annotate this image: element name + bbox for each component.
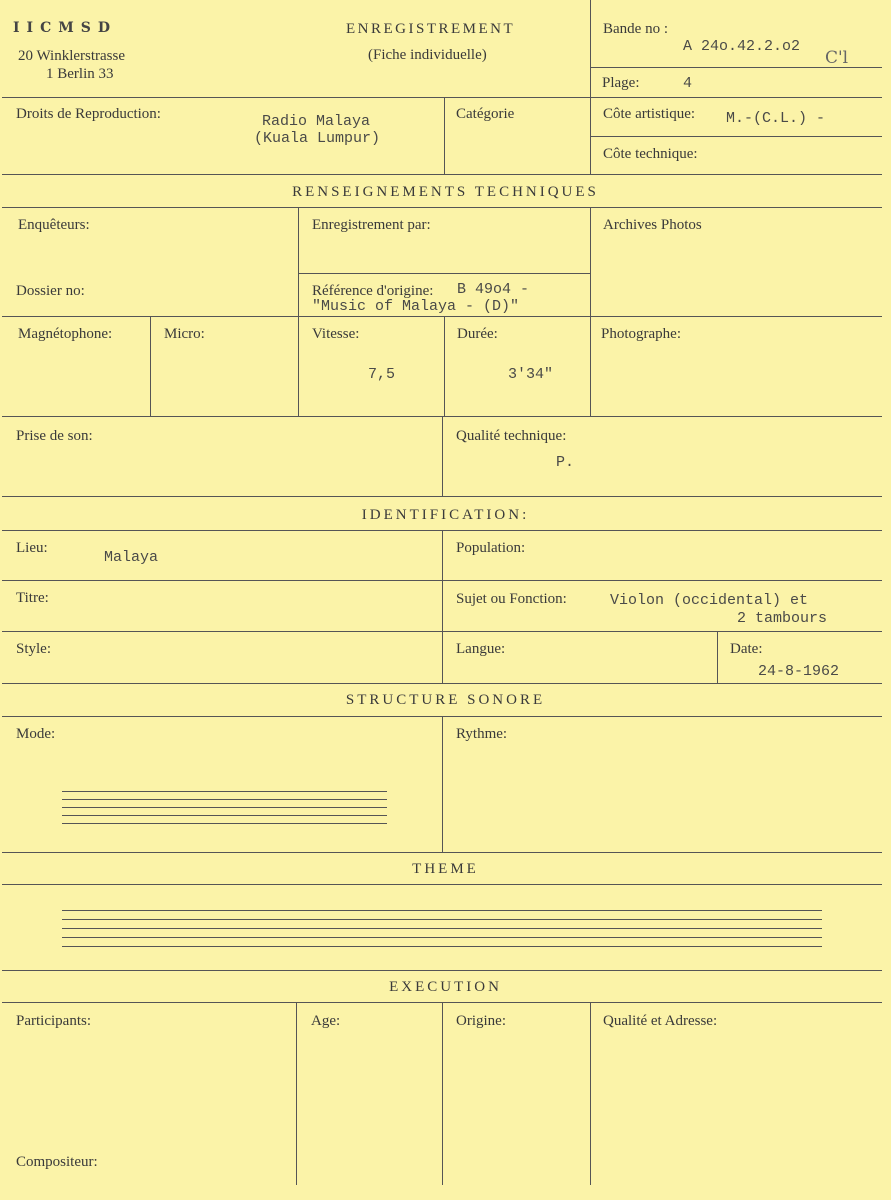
date-value: 24-8-1962 (758, 663, 840, 680)
categorie-label: Catégorie (456, 106, 515, 122)
sujet-value-1: Violon (occidental) et (610, 592, 809, 609)
rule (717, 631, 718, 683)
rythme-label: Rythme: (456, 726, 508, 742)
theme-staff-line (62, 910, 822, 911)
lieu-value: Malaya (104, 549, 159, 566)
rule (442, 1002, 443, 1185)
enqueteurs-label: Enquêteurs: (18, 217, 90, 233)
bande-value: A 24o.42.2.o2 (683, 38, 801, 55)
rule (590, 0, 591, 174)
theme-staff-line (62, 937, 822, 938)
rule (2, 97, 882, 98)
mode-staff-line (62, 807, 387, 808)
reference-value-2: "Music of Malaya - (D)" (312, 298, 520, 315)
section-structure: STRUCTURE SONORE (345, 692, 546, 708)
mode-staff-line (62, 799, 387, 800)
archives-photos-label: Archives Photos (603, 217, 702, 233)
compositeur-label: Compositeur: (16, 1154, 98, 1170)
rule (2, 207, 882, 208)
lieu-label: Lieu: (16, 540, 48, 556)
langue-label: Langue: (456, 641, 506, 657)
rule (2, 683, 882, 684)
enregistrement-par-label: Enregistrement par: (312, 217, 431, 233)
form-title: ENREGISTREMENT (346, 21, 516, 37)
style-label: Style: (16, 641, 52, 657)
qualite-technique-value: P. (556, 454, 575, 471)
rule (590, 136, 882, 137)
duree-label: Durée: (457, 326, 498, 342)
plage-value: 4 (683, 75, 693, 92)
rule (2, 496, 882, 497)
theme-staff-line (62, 919, 822, 920)
dossier-label: Dossier no: (16, 283, 85, 299)
mode-staff-line (62, 791, 387, 792)
photographe-label: Photographe: (601, 326, 681, 342)
address-line-1: 20 Winklerstrasse (18, 48, 126, 64)
section-execution: EXECUTION (389, 979, 502, 995)
droits-value-2: (Kuala Lumpur) (254, 130, 381, 147)
duree-value: 3'34" (508, 366, 554, 383)
droits-value-1: Radio Malaya (262, 113, 371, 130)
bande-label: Bande no : (603, 21, 668, 37)
address-line-2: 1 Berlin 33 (46, 66, 114, 82)
sujet-label: Sujet ou Fonction: (456, 591, 567, 607)
population-label: Population: (456, 540, 526, 556)
organization-logo: IICMSD (13, 20, 117, 36)
prise-de-son-label: Prise de son: (16, 428, 93, 444)
rule (2, 970, 882, 971)
mode-label: Mode: (16, 726, 56, 742)
vitesse-label: Vitesse: (312, 326, 360, 342)
section-theme: THEME (412, 861, 479, 877)
cote-technique-label: Côte technique: (603, 146, 698, 162)
titre-label: Titre: (16, 590, 49, 606)
rule (298, 207, 299, 416)
droits-label: Droits de Reproduction: (16, 106, 161, 122)
rule (442, 416, 443, 496)
date-label: Date: (730, 641, 763, 657)
qualite-technique-label: Qualité technique: (456, 428, 567, 444)
section-technical: RENSEIGNEMENTS TECHNIQUES (292, 184, 599, 200)
origine-label: Origine: (456, 1013, 506, 1029)
cote-artistique-value: M.-(C.L.) - (726, 110, 826, 127)
mode-staff-line (62, 823, 387, 824)
mode-staff-line (62, 815, 387, 816)
rule (442, 530, 443, 683)
magnetophone-label: Magnétophone: (18, 326, 113, 342)
rule (2, 316, 882, 317)
rule (298, 273, 590, 274)
rule (444, 316, 445, 416)
theme-staff-line (62, 928, 822, 929)
vitesse-value: 7,5 (368, 366, 396, 383)
bande-handwritten: C'l (825, 48, 849, 68)
rule (2, 884, 882, 885)
age-label: Age: (311, 1013, 341, 1029)
rule (442, 716, 443, 852)
micro-label: Micro: (164, 326, 205, 342)
sujet-value-2: 2 tambours (737, 610, 828, 627)
rule (2, 852, 882, 853)
qualite-adresse-label: Qualité et Adresse: (603, 1013, 718, 1029)
reference-label: Référence d'origine: (312, 283, 434, 299)
section-identification: IDENTIFICATION: (361, 507, 530, 523)
reference-value-1: B 49o4 - (457, 281, 530, 298)
rule (2, 174, 882, 175)
theme-staff-line (62, 946, 822, 947)
participants-label: Participants: (16, 1013, 91, 1029)
rule (590, 207, 591, 416)
rule (150, 316, 151, 416)
cote-artistique-label: Côte artistique: (603, 106, 696, 122)
plage-label: Plage: (602, 75, 640, 91)
rule (444, 97, 445, 174)
rule (590, 1002, 591, 1185)
form-subtitle: (Fiche individuelle) (368, 47, 487, 63)
rule (296, 1002, 297, 1185)
